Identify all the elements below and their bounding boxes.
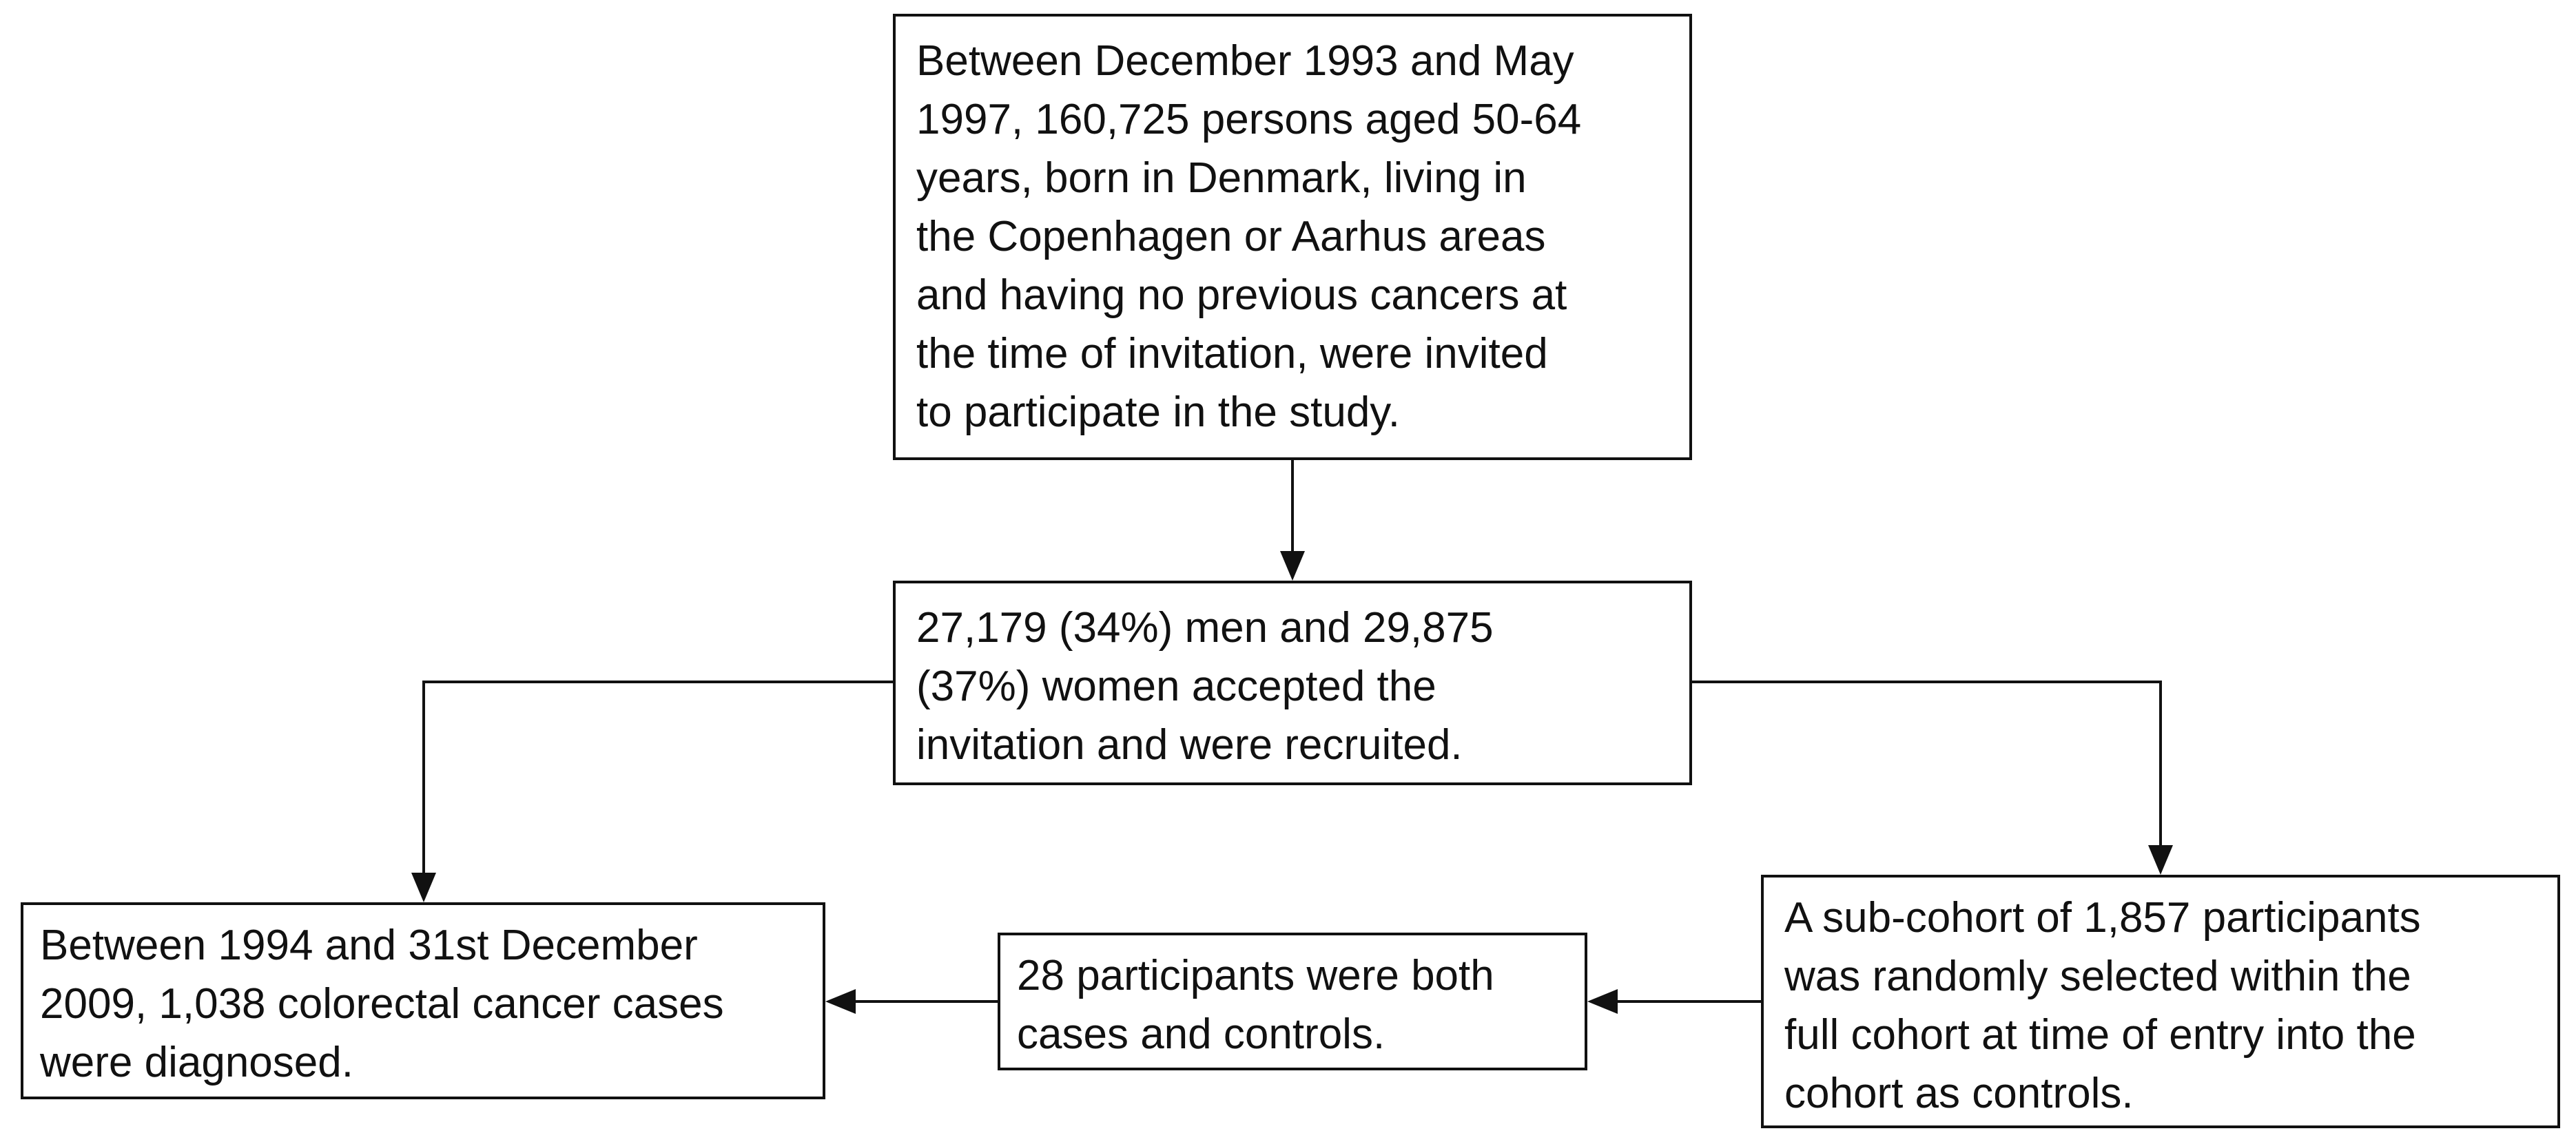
cases-box [21,902,825,1099]
arrow-recruitment-to-subcohort [1692,682,2161,869]
arrowhead-cases [411,873,436,902]
invitation-box [893,14,1692,460]
invitation-text-line: the Copenhagen or Aarhus areas [916,213,1546,260]
subcohort-text-line: A sub-cohort of 1,857 participants [1784,894,2421,942]
arrow-recruitment-to-cases [424,682,893,897]
subcohort-text-line: was randomly selected within the [1784,953,2411,1000]
arrowhead-overlap [1587,989,1618,1014]
arrowhead-subcohort [2148,845,2173,875]
recruitment-text-line: (37%) women accepted the [916,663,1436,710]
arrowhead-recruitment [1280,551,1305,581]
overlap-text-line: 28 participants were both [1017,952,1494,999]
recruitment-text-line: invitation and were recruited. [916,721,1463,769]
overlap-box [998,933,1587,1070]
cases-text-line: Between 1994 and 31st December [40,922,698,969]
invitation-text-line: to participate in the study. [916,388,1400,436]
subcohort-box [1761,875,2560,1128]
invitation-text-line: the time of invitation, were invited [916,330,1548,377]
subcohort-text-line: full cohort at time of entry into the [1784,1011,2416,1059]
recruitment-text-line: 27,179 (34%) men and 29,875 [916,604,1494,652]
invitation-text-line: Between December 1993 and May [916,37,1574,85]
arrowhead-cases-left [825,989,856,1014]
invitation-text-line: years, born in Denmark, living in [916,154,1527,202]
cases-text-line: were diagnosed. [40,1039,353,1086]
invitation-text-line: and having no previous cancers at [916,271,1567,319]
recruitment-box [893,581,1692,785]
subcohort-text-line: cohort as controls. [1784,1070,2134,1117]
overlap-text-line: cases and controls. [1017,1010,1385,1058]
cases-text-line: 2009, 1,038 colorectal cancer cases [40,980,724,1028]
invitation-text-line: 1997, 160,725 persons aged 50-64 [916,96,1582,143]
